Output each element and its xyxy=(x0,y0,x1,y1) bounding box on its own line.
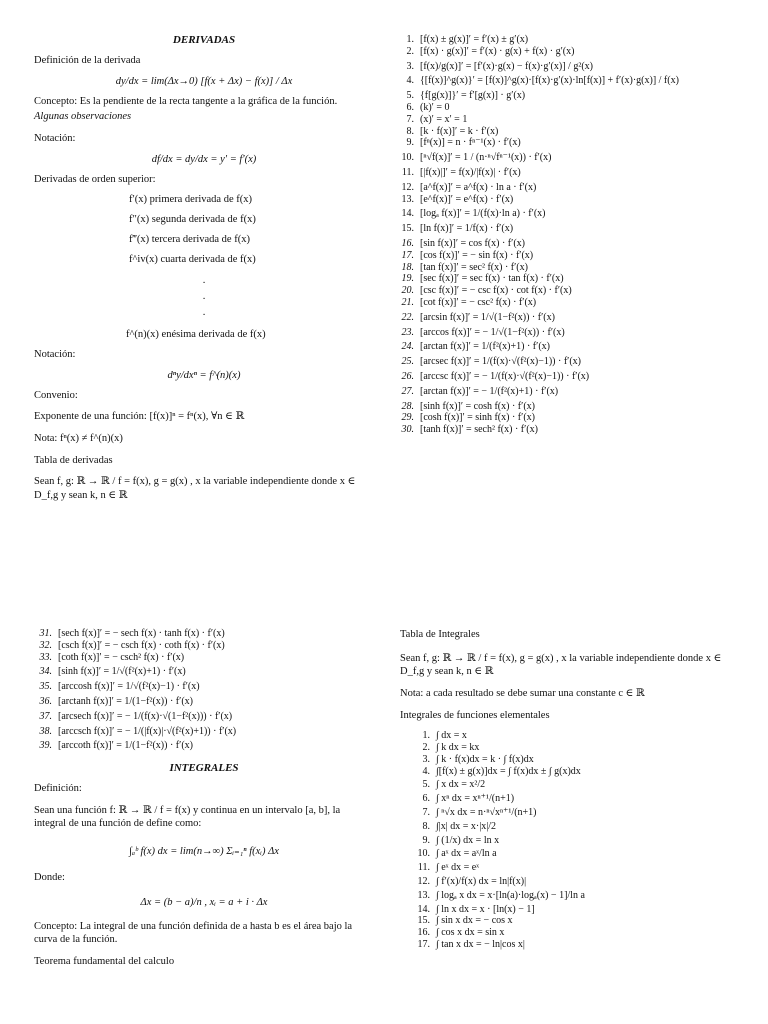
formula-item xyxy=(396,152,746,164)
formula-text: [ⁿ√f(x)]′ = 1 / (n·ⁿ√fⁿ⁻¹(x)) · f′(x) xyxy=(420,152,552,164)
formula-number: 35. xyxy=(39,681,52,693)
formula-item xyxy=(412,766,740,778)
formula-text: ∫ k dx = kx xyxy=(436,742,480,753)
formula-number: 14. xyxy=(401,208,414,220)
order-item: f″(x) segunda derivada de f(x) xyxy=(129,214,256,226)
nota-constante-text: Nota: a cada resultado se debe sumar una constante c ∈ ℝ xyxy=(400,687,645,699)
formula-number: 15. xyxy=(417,915,430,927)
formula-text: ∫ aˣ dx = aˣ/ln a xyxy=(436,848,497,860)
formula-text: (k)′ = 0 xyxy=(420,101,450,113)
formula-text: [arccosh f(x)]′ = 1/√(f²(x)−1) · f′(x) xyxy=(58,681,200,693)
formula-text: ∫ xⁿ dx = xⁿ⁺¹/(n+1) xyxy=(436,793,515,805)
formula-text: [f(x)/g(x)]′ = [f′(x)·g(x) − f(x)·g′(x)] / g²(x) xyxy=(420,60,593,72)
formula-item xyxy=(396,223,746,235)
notacion-formula: df/dx = dy/dx = y′ = f′(x) xyxy=(151,153,257,165)
formula-text: ∫ dx = x xyxy=(436,730,467,742)
formula-text: ∫|x| dx = x·|x|/2 xyxy=(436,820,496,832)
formula-text: [sin f(x)]′ = cos f(x) · f′(x) xyxy=(420,237,525,249)
nota-text: Nota: fⁿ(x) ≠ f^(n)(x) xyxy=(34,433,123,445)
formula-number: 26. xyxy=(401,370,414,382)
formula-text: [cosh f(x)]′ = sinh f(x) · f′(x) xyxy=(420,412,535,424)
formula-item xyxy=(396,90,746,102)
formula-number: 3. xyxy=(406,60,414,72)
formula-item xyxy=(412,915,740,927)
formula-number: 13. xyxy=(417,889,430,901)
formula-item xyxy=(34,681,374,693)
formula-item xyxy=(412,821,740,833)
formula-text: [f(x) ± g(x)]′ = f′(x) ± g′(x) xyxy=(420,34,529,45)
formula-number: 33. xyxy=(39,651,52,663)
formula-number: 29. xyxy=(401,412,414,424)
definicion-formula: dy/dx = lim(Δx→0) [f(x + Δx) − f(x)] / Δx xyxy=(115,75,293,87)
dot: . xyxy=(202,291,206,303)
formula-text: [arctan f(x)]′ = − 1/(f²(x)+1) · f′(x) xyxy=(420,385,559,397)
formula-text: [ln f(x)]′ = 1/f(x) · f′(x) xyxy=(420,223,514,235)
order-item: f‴(x) tercera derivada de f(x) xyxy=(129,234,250,246)
formula-number: 22. xyxy=(401,311,414,323)
order-item: f′(x) primera derivada de f(x) xyxy=(129,194,252,206)
formula-item xyxy=(396,341,746,353)
formula-item xyxy=(396,273,746,285)
notacion-label: Notación: xyxy=(34,132,76,144)
formula-item xyxy=(396,297,746,309)
sean-text: Sean f, g: ℝ → ℝ / f = f(x), g = g(x) , x la variable independiente donde x ∈ D_f,g y sean k, n ∈ ℝ xyxy=(34,476,356,502)
formula-item xyxy=(396,34,746,46)
formula-item xyxy=(34,666,374,678)
formula-item xyxy=(396,208,746,220)
formula-text: [arccsc f(x)]′ = − 1/(f(x)·√(f²(x)−1)) · f′(x) xyxy=(420,370,590,382)
formula-item xyxy=(396,356,746,368)
formula-number: 16. xyxy=(401,237,414,249)
formula-number: 12. xyxy=(401,181,414,193)
formula-number: 16. xyxy=(417,927,430,939)
formula-number: 23. xyxy=(401,326,414,338)
formula-number: 27. xyxy=(401,385,414,397)
formula-text: [sech f(x)]′ = − sech f(x) · tanh f(x) · f′(x) xyxy=(58,628,225,639)
formula-text: (x)′ = x′ = 1 xyxy=(420,113,468,125)
formula-number: 30. xyxy=(401,424,414,436)
formula-text: {f[g(x)]}′ = f′[g(x)] · g′(x) xyxy=(420,90,526,102)
formula-number: 9. xyxy=(422,834,430,846)
formula-item xyxy=(396,401,746,413)
formula-text: [arccos f(x)]′ = − 1/√(1−f²(x)) · f′(x) xyxy=(420,326,565,338)
formula-number: 6. xyxy=(406,101,414,113)
formula-item xyxy=(396,114,746,126)
formula-text: [k · f(x)]′ = k · f′(x) xyxy=(420,125,499,137)
derivadas-title: DERIVADAS xyxy=(172,34,236,46)
formula-number: 39. xyxy=(39,740,52,752)
convenio-label: Convenio: xyxy=(34,389,78,401)
formula-text: ∫[f(x) ± g(x)]dx = ∫ f(x)dx ± ∫ g(x)dx xyxy=(436,765,581,777)
formula-item xyxy=(412,807,740,819)
formula-text: [arcsin f(x)]′ = 1/√(1−f²(x)) · f′(x) xyxy=(420,311,555,323)
formula-text: {[f(x)]^g(x)}′ = [f(x)]^g(x)·[f(x)·g′(x)·ln[f(x)] + f′(x)·g(x)] / f(x) xyxy=(420,75,679,87)
formula-text: [|f(x)|]′ = f(x)/|f(x)| · f′(x) xyxy=(420,166,521,178)
formula-item xyxy=(396,262,746,274)
formula-number: 18. xyxy=(401,261,414,273)
formula-number: 25. xyxy=(401,356,414,368)
formula-item xyxy=(396,312,746,324)
formula-text: ∫ ⁿ√x dx = n·ⁿ√xⁿ⁺¹/(n+1) xyxy=(436,806,537,818)
concepto-int-text: Concepto: La integral de una función definida de a hasta b es el área bajo la curva de la función. xyxy=(34,920,353,946)
tabla-derivadas-label: Tabla de derivadas xyxy=(34,454,113,466)
formula-item xyxy=(34,740,374,752)
concepto-text: Concepto: Es la pendiente de la recta tangente a la gráfica de la función. xyxy=(34,95,338,107)
formula-text: [arccoth f(x)]′ = 1/(1−f²(x)) · f′(x) xyxy=(58,740,193,752)
formula-text: ∫ f′(x)/f(x) dx = ln|f(x)| xyxy=(436,875,527,887)
formula-item xyxy=(34,726,374,738)
formula-number: 17. xyxy=(417,938,430,950)
formula-number: 11. xyxy=(401,166,414,178)
formula-text: ∫ (1/x) dx = ln x xyxy=(436,834,500,846)
formula-item xyxy=(34,628,374,640)
formula-item xyxy=(412,848,740,860)
orden-superior-label: Derivadas de orden superior: xyxy=(34,173,156,185)
formula-text: [arcsec f(x)]′ = 1/(f(x)·√(f²(x)−1)) · f′(x) xyxy=(420,356,581,368)
formula-text: ∫ cos x dx = sin x xyxy=(436,927,505,939)
formula-text: [sec f(x)]′ = sec f(x) · tan f(x) · f′(x) xyxy=(420,273,564,285)
order-item: f^iv(x) cuarta derivada de f(x) xyxy=(129,254,256,266)
formula-text: [tan f(x)]′ = sec² f(x) · f′(x) xyxy=(420,261,528,273)
formula-number: 10. xyxy=(401,152,414,164)
formula-number: 1. xyxy=(422,730,430,742)
formula-text: ∫ x dx = x²/2 xyxy=(436,779,486,791)
formula-number: 5. xyxy=(422,779,430,791)
elementales-label: Integrales de funciones elementales xyxy=(400,709,550,721)
formula-item xyxy=(412,754,740,766)
formula-number: 31. xyxy=(39,628,52,639)
formula-number: 2. xyxy=(422,742,430,753)
definicion-int-label: Definición: xyxy=(34,783,82,795)
observaciones-label: Algunas observaciones xyxy=(34,111,132,123)
formula-item xyxy=(396,424,746,436)
derivatives-list-1 xyxy=(396,34,746,436)
formula-number: 37. xyxy=(39,710,52,722)
formula-text: ∫ sin x dx = − cos x xyxy=(436,915,513,927)
formula-number: 11. xyxy=(417,862,430,874)
formula-number: 12. xyxy=(417,875,430,887)
formula-number: 7. xyxy=(422,806,430,818)
formula-number: 36. xyxy=(39,695,52,707)
formula-item xyxy=(396,194,746,206)
formula-text: ∫ ln x dx = x · [ln(x) − 1] xyxy=(436,903,535,915)
formula-text: [csc f(x)]′ = − csc f(x) · cot f(x) · f′(x) xyxy=(420,285,572,297)
formula-number: 13. xyxy=(401,193,414,205)
integrales-column xyxy=(34,628,374,977)
formula-item xyxy=(396,327,746,339)
donde-label: Donde: xyxy=(34,872,65,884)
formula-number: 6. xyxy=(422,793,430,805)
formula-item xyxy=(396,61,746,73)
formula-item xyxy=(412,890,740,902)
formula-item xyxy=(396,167,746,179)
integral-def-formula: ∫ₐᵇ f(x) dx = lim(n→∞) Σᵢ₌₁ⁿ f(xᵢ) Δx xyxy=(129,846,279,858)
formula-text: [coth f(x)]′ = − csch² f(x) · f′(x) xyxy=(58,651,185,663)
formula-text: [sinh f(x)]′ = 1/√(f²(x)+1) · f′(x) xyxy=(58,666,186,678)
formula-number: 7. xyxy=(406,113,414,125)
formula-item xyxy=(412,835,740,847)
order-n-item: f^(n)(x) enésima derivada de f(x) xyxy=(126,329,266,341)
formula-item xyxy=(34,652,374,664)
formula-text: [fⁿ(x)] = n · fⁿ⁻¹(x) · f′(x) xyxy=(420,137,521,149)
formula-text: [sinh f(x)]′ = cosh f(x) · f′(x) xyxy=(420,400,535,412)
formula-text: [csch f(x)]′ = − csch f(x) · coth f(x) · f′(x) xyxy=(58,639,225,651)
formula-number: 1. xyxy=(406,34,414,45)
formula-item xyxy=(396,285,746,297)
formula-text: [a^f(x)]′ = a^f(x) · ln a · f′(x) xyxy=(420,181,537,193)
formula-item xyxy=(396,371,746,383)
formula-text: ∫ eˣ dx = eˣ xyxy=(436,862,480,874)
formula-text: [arctan f(x)]′ = 1/(f²(x)+1) · f′(x) xyxy=(420,341,550,353)
formula-item xyxy=(412,939,740,951)
dot: . xyxy=(202,275,206,287)
formula-item xyxy=(34,640,374,652)
formula-text: [f(x) · g(x)]′ = f′(x) · g(x) + f(x) · g′(x) xyxy=(420,45,575,57)
formula-item xyxy=(412,927,740,939)
formula-text: [cot f(x)]′ = − csc² f(x) · f′(x) xyxy=(420,296,537,308)
formula-number: 24. xyxy=(401,341,414,353)
sean-tabla-text: Sean f, g: ℝ → ℝ / f = f(x), g = g(x) , x la variable independiente donde x ∈ D_f,g y sean k, n ∈ ℝ xyxy=(400,652,722,678)
formula-item xyxy=(396,182,746,194)
formula-number: 34. xyxy=(39,666,52,678)
formula-number: 10. xyxy=(417,848,430,860)
definicion-label: Definición de la derivada xyxy=(34,55,141,66)
formula-text: [e^f(x)]′ = e^f(x) · f′(x) xyxy=(420,193,514,205)
formula-number: 20. xyxy=(401,285,414,297)
formula-item xyxy=(396,250,746,262)
formula-number: 38. xyxy=(39,725,52,737)
formula-item xyxy=(34,696,374,708)
formula-number: 21. xyxy=(401,296,414,308)
formula-text: ∫ tan x dx = − ln|cos x| xyxy=(436,938,525,950)
formula-text: ∫ k · f(x)dx = k · ∫ f(x)dx xyxy=(436,753,534,765)
tabla-integrales-label: Tabla de Integrales xyxy=(400,629,480,640)
teorema-label: Teorema fundamental del calculo xyxy=(34,956,175,968)
formula-item xyxy=(412,742,740,754)
notacion2-label: Notación: xyxy=(34,349,76,361)
formula-text: ∫ logₐ x dx = x·[ln(a)·logₐ(x) − 1]/ln a xyxy=(436,889,585,901)
formula-text: [logₐ f(x)]′ = 1/(f(x)·ln a) · f′(x) xyxy=(420,208,546,220)
formula-item xyxy=(412,730,740,742)
formula-number: 15. xyxy=(401,223,414,235)
exponente-text: Exponente de una función: [f(x)]ⁿ = fⁿ(x), ∀n ∈ ℝ xyxy=(34,411,245,423)
formula-item xyxy=(396,137,746,149)
ellipsis-dots xyxy=(34,273,374,321)
formula-number: 4. xyxy=(422,765,430,777)
formula-item xyxy=(396,126,746,138)
formula-item xyxy=(396,46,746,58)
formula-item xyxy=(412,779,740,791)
formula-number: 8. xyxy=(422,820,430,832)
formula-number: 17. xyxy=(401,249,414,261)
formula-item xyxy=(396,75,746,87)
formula-number: 3. xyxy=(422,753,430,765)
formula-item xyxy=(396,102,746,114)
formula-text: [arcsech f(x)]′ = − 1/(f(x)·√(1−f²(x))) · f′(x) xyxy=(58,710,233,722)
formula-item xyxy=(34,711,374,723)
formula-number: 8. xyxy=(406,125,414,137)
formula-number: 5. xyxy=(406,90,414,102)
formula-item xyxy=(412,904,740,916)
formula-number: 19. xyxy=(401,273,414,285)
order-list xyxy=(129,194,374,265)
formula-item xyxy=(396,412,746,424)
dot: . xyxy=(202,307,206,319)
formula-text: [tanh f(x)]′ = sech² f(x) · f′(x) xyxy=(420,424,538,436)
integrales-title: INTEGRALES xyxy=(169,762,239,775)
formula-number: 28. xyxy=(401,400,414,412)
tabla-integrales-column xyxy=(400,628,740,951)
formula-number: 2. xyxy=(406,45,414,57)
formula-item xyxy=(412,793,740,805)
formula-number: 32. xyxy=(39,639,52,651)
formula-text: [cos f(x)]′ = − sin f(x) · f′(x) xyxy=(420,249,534,261)
donde-formula: Δx = (b − a)/n , xᵢ = a + i · Δx xyxy=(140,896,268,908)
formula-number: 4. xyxy=(406,75,414,87)
formula-item xyxy=(396,238,746,250)
formula-item xyxy=(412,876,740,888)
formula-item xyxy=(412,862,740,874)
sean-int-text: Sean una función f: ℝ → ℝ / f = f(x) y continua en un intervalo [a, b], la integral de una función de define como: xyxy=(34,804,341,830)
formula-item xyxy=(396,386,746,398)
formula-number: 9. xyxy=(406,137,414,149)
formula-text: [arccsch f(x)]′ = − 1/(|f(x)|·√(f²(x)+1)) · f′(x) xyxy=(58,725,237,737)
derivadas-intro-column xyxy=(34,34,374,511)
notacion2-formula: dⁿy/dxⁿ = f^(n)(x) xyxy=(167,369,241,381)
formula-text: [arctanh f(x)]′ = 1/(1−f²(x)) · f′(x) xyxy=(58,695,193,707)
formula-number: 14. xyxy=(417,903,430,915)
